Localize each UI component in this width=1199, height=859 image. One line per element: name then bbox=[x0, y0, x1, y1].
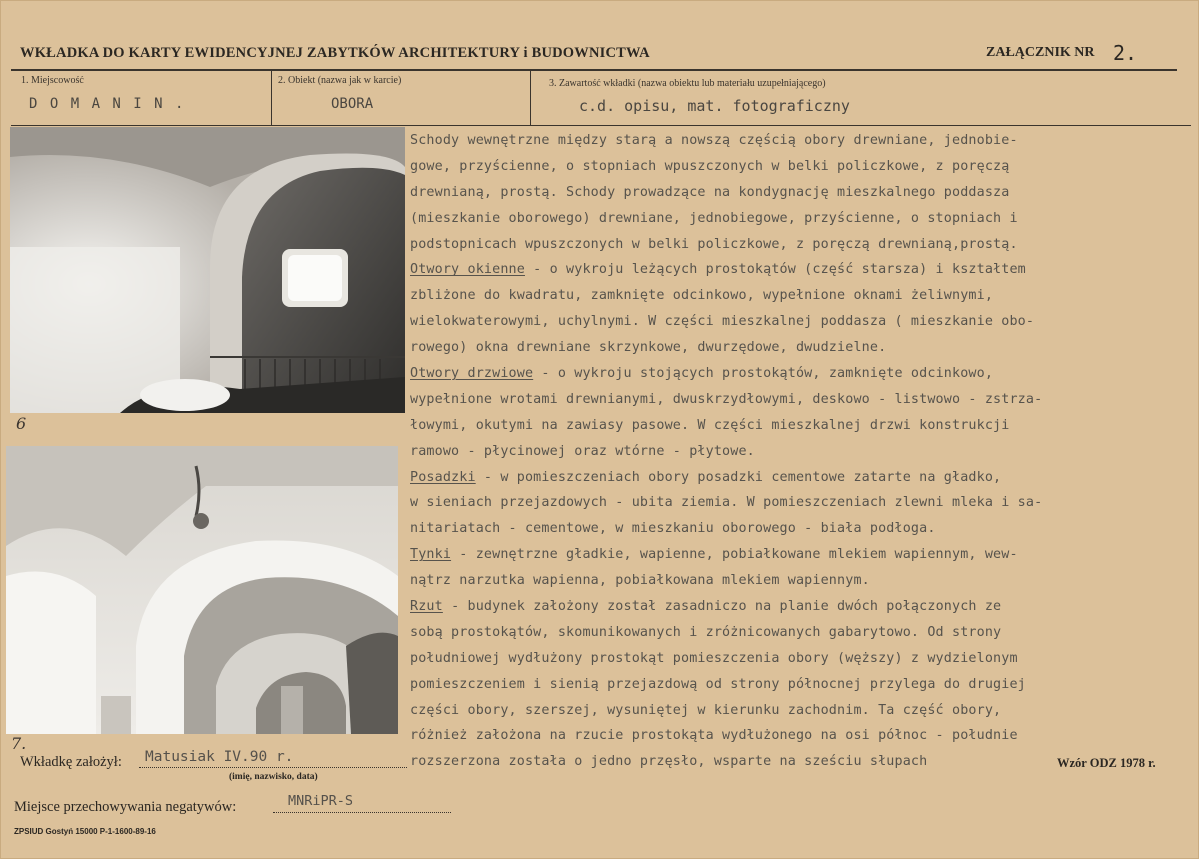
description-line: łowymi, okutymi na zawiasy pasowe. W części mieszkalnej drzwi konstrukcji bbox=[410, 417, 1010, 433]
photo-6-interior-vault-window bbox=[10, 127, 405, 413]
field-divider-1 bbox=[271, 70, 272, 126]
photo-7-image bbox=[6, 446, 398, 734]
description-line: nitariatach - cementowe, w mieszkaniu oborowego - biała podłoga. bbox=[410, 521, 936, 537]
header-rule-top bbox=[11, 69, 1177, 71]
contents-label: 3. Zawartość wkładki (nazwa obiektu lub materiału uzupełniającego) bbox=[549, 78, 826, 89]
description-line-floors: Posadzki - w pomieszczeniach obory posadzki cementowe zatarte na gładko, bbox=[410, 469, 1002, 485]
section-heading: Tynki bbox=[410, 547, 452, 563]
annex-number: 2. bbox=[1113, 41, 1138, 65]
description-text bbox=[410, 128, 1190, 775]
description-line: rozszerzona została o jedno przęsło, wsparte na sześciu słupach bbox=[410, 754, 928, 770]
author-value: Matusiak IV.90 r. bbox=[145, 749, 294, 765]
description-line: (mieszkanie oborowego) drewniane, jednobiegowe, przyścienne, o stopniach i bbox=[410, 210, 1018, 226]
description-line-plaster: Tynki - zewnętrzne gładkie, wapienne, pobiałkowane mlekiem wapiennym, wew- bbox=[410, 547, 1018, 563]
author-label: Wkładkę założył: bbox=[20, 754, 122, 770]
negatives-dotted-line bbox=[273, 812, 451, 813]
negatives-location-label: Miejsce przechowywania negatywów: bbox=[14, 799, 237, 815]
description-line: sobą prostokątów, skomunikowanych i zróżnicowanych gabarytowo. Od strony bbox=[410, 624, 1002, 640]
description-line: rowego) okna drewniane skrzynkowe, dwurzędowe, dwudzielne. bbox=[410, 340, 887, 356]
author-dotted-line bbox=[139, 767, 407, 768]
author-hint: (imię, nazwisko, data) bbox=[229, 772, 318, 782]
description-line: w sieniach przejazdowych - ubita ziemia. W pomieszczeniach zlewni mleka i sa- bbox=[410, 495, 1043, 511]
description-line: części obory, szerszej, wysuniętej w kierunku zachodnim. Ta część obory, bbox=[410, 702, 1002, 718]
description-line: różnież założona na rzucie prostokąta wydłużonego na osi północ - południe bbox=[410, 728, 1018, 744]
photo-7-number: 7. bbox=[11, 734, 27, 753]
description-line: nątrz narzutka wapienna, pobiałkowana mlekiem wapiennym. bbox=[410, 573, 870, 589]
photo-7-interior-arches bbox=[6, 446, 398, 734]
field-divider-2 bbox=[530, 70, 531, 126]
description-line: drewnianą, prostą. Schody prowadzące na kondygnację mieszkalnego poddasza bbox=[410, 184, 1010, 200]
description-line: wypełnione wrotami drewnianymi, dwuskrzydłowymi, deskowo - listwowo - zstrza- bbox=[410, 391, 1043, 407]
description-line: ramowo - płycinowej oraz wtórne - płytowe. bbox=[410, 443, 755, 459]
form-reference: Wzór ODZ 1978 r. bbox=[1057, 756, 1156, 770]
description-line: południowej wydłużony prostokąt pomieszczenia obory (węższy) z wydzielonym bbox=[410, 650, 1018, 666]
contents-value: c.d. opisu, mat. fotograficzny bbox=[579, 97, 850, 115]
locality-label: 1. Miejscowość bbox=[21, 75, 84, 86]
description-line: pomieszczeniem i sienią przejazdową od strony północnej przylega do drugiej bbox=[410, 676, 1026, 692]
locality-value: D O M A N I N . bbox=[29, 96, 186, 112]
header-rule-bottom bbox=[11, 125, 1191, 126]
object-value: OBORA bbox=[331, 96, 374, 112]
printer-imprint: ZPSIUD Gostyń 15000 P-1-1600-89-16 bbox=[14, 827, 156, 836]
photo-6-number: 6 bbox=[16, 414, 27, 433]
description-line: zbliżone do kwadratu, zamknięte odcinkowo, wypełnione oknami żeliwnymi, bbox=[410, 288, 994, 304]
description-line: gowe, przyścienne, o stopniach wpuszczonych w belki policzkowe, z poręczą bbox=[410, 158, 1010, 174]
description-line: wielokwaterowymi, uchylnymi. W części mieszkalnej poddasza ( mieszkanie obo- bbox=[410, 314, 1035, 330]
form-title: WKŁADKA DO KARTY EWIDENCYJNEJ ZABYTKÓW ARCHITEKTURY i BUDOWNICTWA bbox=[20, 45, 650, 61]
description-line-window-openings: Otwory okienne - o wykroju leżących prostokątów (część starsza) i kształtem bbox=[410, 262, 1026, 278]
description-line: podstopnicach wpuszczonych w belki policzkowe, z poręczą drewnianą,prostą. bbox=[410, 236, 1018, 252]
annex-label: ZAŁĄCZNIK NR bbox=[986, 45, 1095, 60]
photo-6-image bbox=[10, 127, 405, 413]
description-line-door-openings: Otwory drzwiowe - o wykroju stojących prostokątów, zamknięte odcinkowo, bbox=[410, 366, 994, 382]
section-heading: Rzut bbox=[410, 599, 443, 615]
section-heading: Otwory drzwiowe bbox=[410, 366, 534, 382]
negatives-location-value: MNRiPR-S bbox=[288, 793, 354, 809]
section-heading: Otwory okienne bbox=[410, 262, 525, 278]
description-line: Schody wewnętrzne między starą a nowszą częścią obory drewniane, jednobie- bbox=[410, 133, 1018, 148]
description-line-plan: Rzut - budynek założony został zasadniczo na planie dwóch połączonych ze bbox=[410, 599, 1002, 615]
object-label: 2. Obiekt (nazwa jak w karcie) bbox=[278, 75, 402, 86]
section-heading: Posadzki bbox=[410, 469, 476, 485]
